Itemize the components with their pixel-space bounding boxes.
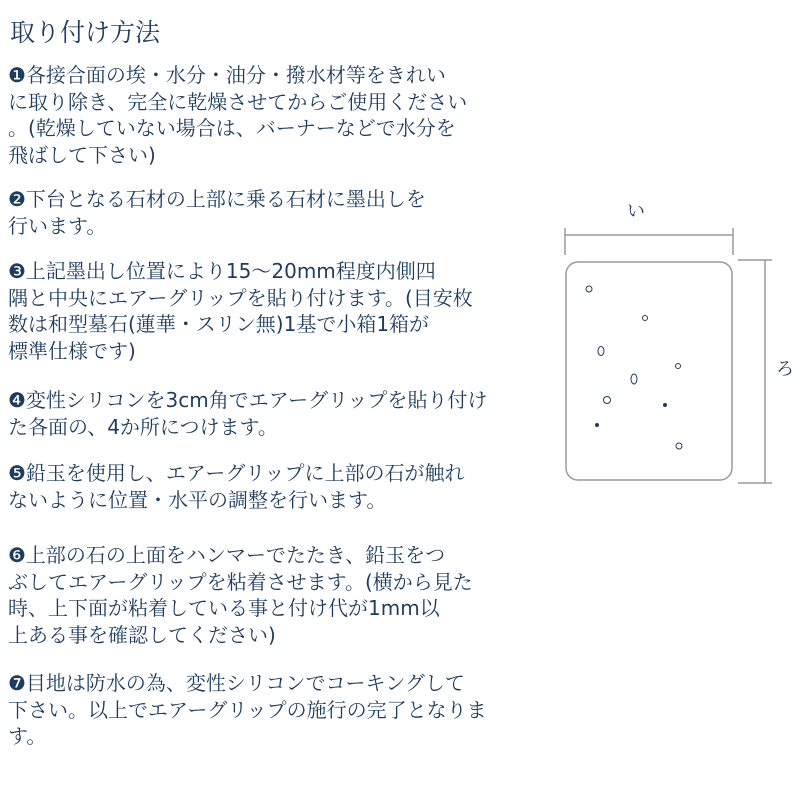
step-line: 飛ばして下さい) — [8, 142, 156, 167]
air-grip-dot — [676, 364, 681, 369]
step-line: 標準仕様です) — [8, 338, 136, 363]
step-line: に取り除き、完全に乾燥させてからご使用ください — [8, 89, 468, 114]
stone-placement-diagram — [540, 195, 800, 495]
air-grip-dot — [664, 404, 667, 407]
step-line: 数は和型墓石(蓮華・スリン無)1基で小箱1箱が — [8, 312, 430, 336]
page-title: 取り付け方法 — [10, 18, 161, 47]
width-label: い — [627, 201, 645, 222]
step-line: 時、上下面が粘着している事と付け代が1mm以 — [8, 596, 440, 620]
step-line: ❶各接合面の埃・水分・油分・撥水材等をきれい — [8, 63, 446, 87]
air-grip-dot — [598, 347, 604, 356]
step-1 — [8, 62, 478, 168]
step-line: ❻上部の石の上面をハンマーでたたき、鉛玉をつ — [8, 543, 446, 567]
step-line: 。(乾燥していない場合は、バーナーなどで水分を — [8, 116, 456, 140]
step-line: ❼目地は防水の為、変性シリコンでコーキングして — [8, 671, 465, 695]
step-line: ないように位置・水平の調整を行います。 — [8, 487, 387, 512]
step-line: 下さい。以上でエアーグリップの施行の完了となりま — [8, 697, 487, 722]
height-label: ろ — [776, 359, 794, 380]
step-line: す。 — [8, 724, 47, 748]
air-grip-dot — [676, 443, 682, 449]
stone-outline — [566, 262, 732, 480]
air-grip-dot — [596, 424, 599, 427]
step-2 — [8, 186, 478, 239]
step-line: ❸上記墨出し位置により15～20mm程度内側四 — [8, 259, 436, 283]
step-line: 隅と中央にエアーグリップを貼り付けます。(目安枚 — [8, 285, 473, 310]
air-grip-dot — [643, 316, 648, 321]
air-grip-dot — [586, 286, 592, 292]
width-dimension-line — [565, 228, 733, 255]
step-line: ぶしてエアーグリップを粘着させます。(横から見た — [8, 569, 473, 594]
step-line: た各面の、4か所につけます。 — [8, 414, 278, 439]
air-grip-dots — [586, 286, 682, 449]
step-7 — [8, 670, 487, 750]
step-6 — [8, 542, 478, 648]
step-5 — [8, 460, 478, 513]
step-4 — [8, 387, 488, 440]
step-line: ❺鉛玉を使用し、エアーグリップに上部の石が触れ — [8, 461, 465, 485]
step-line: 行います。 — [8, 213, 107, 238]
step-3 — [8, 258, 478, 364]
air-grip-dot — [631, 374, 637, 384]
air-grip-dot — [604, 397, 611, 404]
step-line: ❹変性シリコンを3cm角でエアーグリップを貼り付け — [8, 388, 488, 412]
diagram-svg — [540, 195, 800, 495]
step-line: 上ある事を確認してください) — [8, 622, 276, 647]
step-line: ❷下台となる石材の上部に乗る石材に墨出しを — [8, 187, 426, 211]
height-dimension-line — [738, 260, 772, 483]
